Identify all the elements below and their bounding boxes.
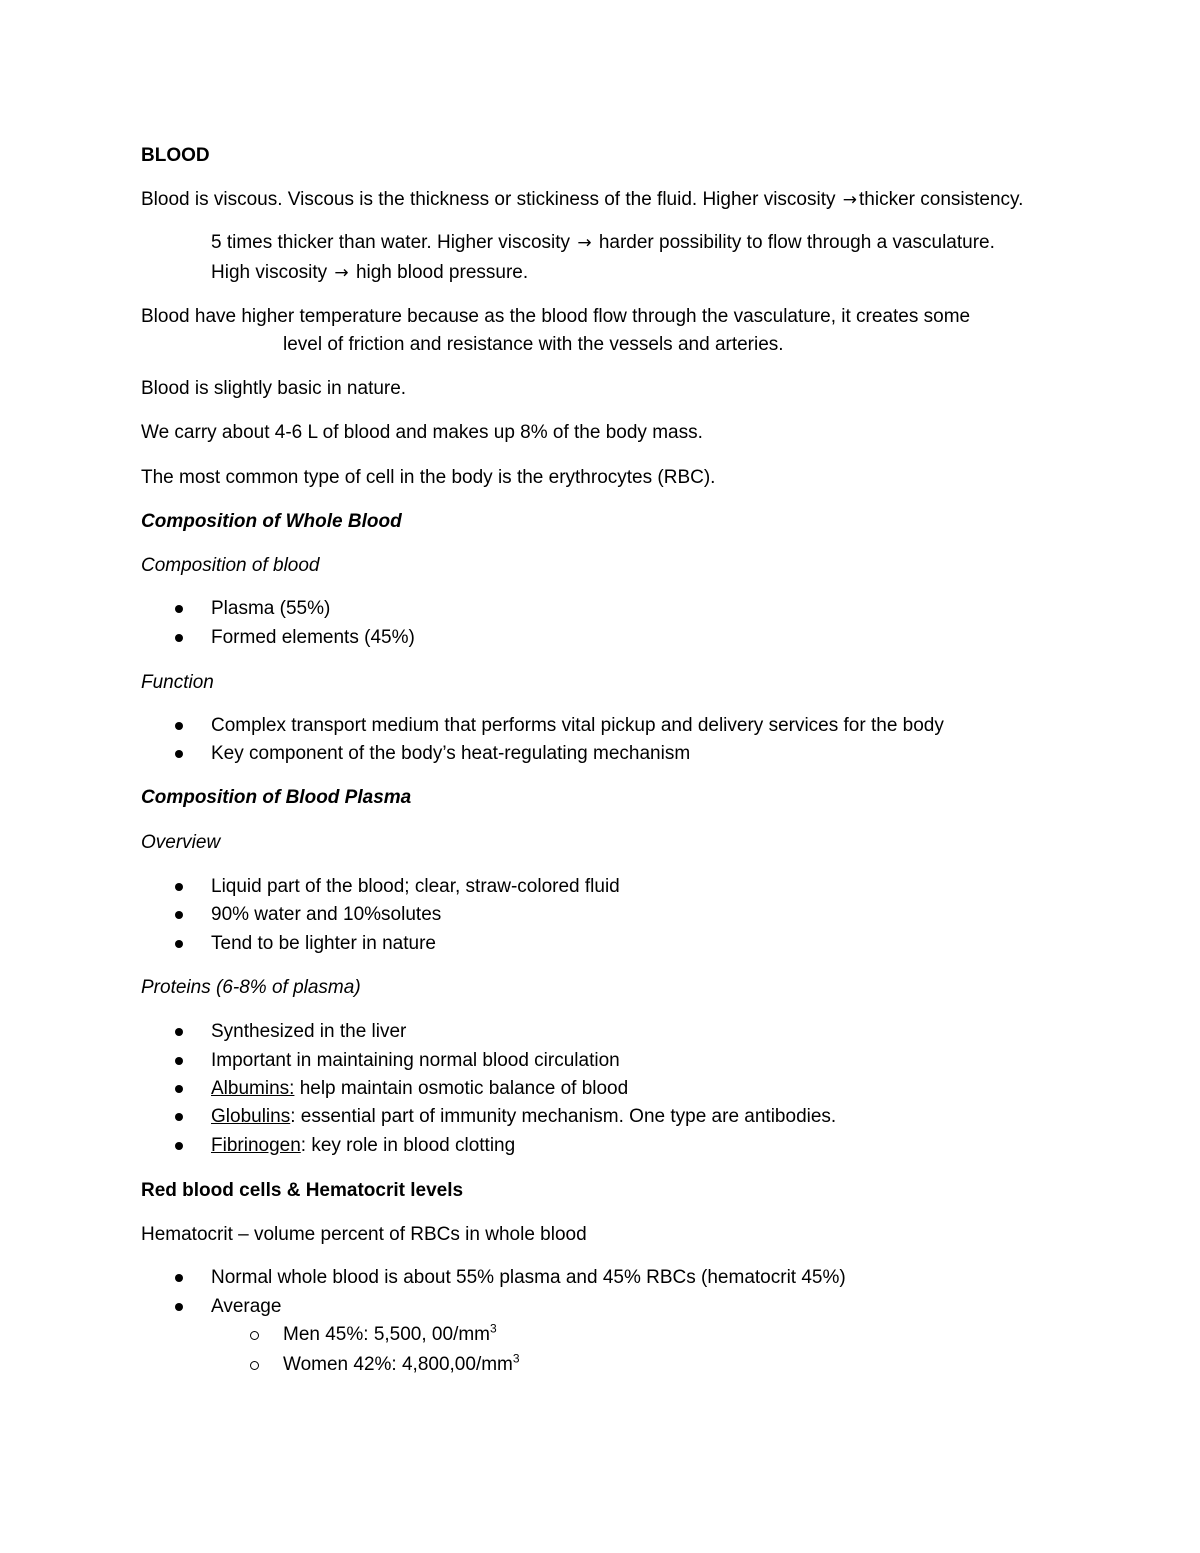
list-item: Synthesized in the liver [211, 1021, 407, 1042]
arrow-right-icon: → [334, 263, 349, 283]
paragraph-cell-type: The most common type of cell in the body is the erythrocytes (RBC). [141, 467, 716, 488]
bullet-icon [175, 911, 183, 919]
circle-bullet-icon [250, 1361, 259, 1370]
bullet-icon [175, 634, 183, 642]
arrow-right-icon: → [577, 233, 592, 253]
subheading-proteins: Proteins (6-8% of plasma) [141, 977, 361, 998]
heading-whole-blood: Composition of Whole Blood [141, 511, 402, 532]
heading-blood-plasma: Composition of Blood Plasma [141, 787, 412, 808]
subheading-composition: Composition of blood [141, 555, 320, 576]
list-item-albumins: Albumins: help maintain osmotic balance of blood [211, 1078, 629, 1099]
arrow-right-icon: → [842, 190, 858, 210]
bullet-icon [175, 722, 183, 730]
heading-rbc: Red blood cells & Hematocrit levels [141, 1180, 464, 1201]
list-item: Liquid part of the blood; clear, straw-colored fluid [211, 876, 620, 897]
paragraph-volume: We carry about 4-6 L of blood and makes up 8% of the body mass. [141, 422, 703, 443]
bullet-icon [175, 605, 183, 613]
bullet-icon [175, 1142, 183, 1150]
list-item: Average [211, 1296, 282, 1317]
list-item: Normal whole blood is about 55% plasma and 45% RBCs (hematocrit 45%) [211, 1267, 846, 1288]
list-item-fibrinogen: Fibrinogen: key role in blood clotting [211, 1135, 516, 1156]
list-item: Key component of the body’s heat-regulating mechanism [211, 743, 691, 764]
paragraph-temperature: Blood have higher temperature because as the blood flow through the vasculature, it creates some [141, 306, 971, 327]
bullet-icon [175, 883, 183, 891]
list-item: Important in maintaining normal blood circulation [211, 1050, 620, 1071]
paragraph-pressure: High viscosity → high blood pressure. [211, 262, 529, 283]
bullet-icon [175, 1113, 183, 1121]
subheading-function: Function [141, 672, 214, 693]
bullet-icon [175, 940, 183, 948]
bullet-icon [175, 1085, 183, 1093]
list-item: Complex transport medium that performs vital pickup and delivery services for the body [211, 715, 944, 736]
list-item: 90% water and 10%solutes [211, 904, 442, 925]
paragraph-thicker: 5 times thicker than water. Higher viscosity → harder possibility to flow through a vasculature. [211, 232, 995, 253]
list-item-women: Women 42%: $4,800,00/mm^3$ [283, 1351, 520, 1375]
bullet-icon [175, 750, 183, 758]
list-item: Formed elements (45%) [211, 627, 415, 648]
term-fibrinogen: Fibrinogen [211, 1135, 301, 1156]
bullet-icon [175, 1057, 183, 1065]
circle-bullet-icon [250, 1331, 259, 1340]
term-globulins: Globulins [211, 1106, 291, 1127]
term-albumins: Albumins: [211, 1078, 295, 1099]
subheading-overview: Overview [141, 832, 221, 853]
document-title: BLOOD [141, 145, 210, 166]
paragraph-temperature-cont: level of friction and resistance with the vessels and arteries. [283, 334, 784, 355]
list-item: Plasma (55%) [211, 598, 331, 619]
bullet-icon [175, 1028, 183, 1036]
paragraph-viscosity: Blood is viscous. Viscous is the thickness or stickiness of the fluid. Higher viscosity → thicker consistency. [141, 189, 1024, 210]
bullet-icon [175, 1303, 183, 1311]
list-item-globulins: Globulins: essential part of immunity mechanism. One type are antibodies. [211, 1106, 837, 1127]
paragraph-hematocrit: Hematocrit – volume percent of RBCs in whole blood [141, 1224, 587, 1245]
list-item-men: Men 45%: 5,500, $00/mm^3$ [283, 1321, 497, 1345]
list-item: Tend to be lighter in nature [211, 933, 436, 954]
paragraph-basic: Blood is slightly basic in nature. [141, 378, 407, 399]
bullet-icon [175, 1274, 183, 1282]
